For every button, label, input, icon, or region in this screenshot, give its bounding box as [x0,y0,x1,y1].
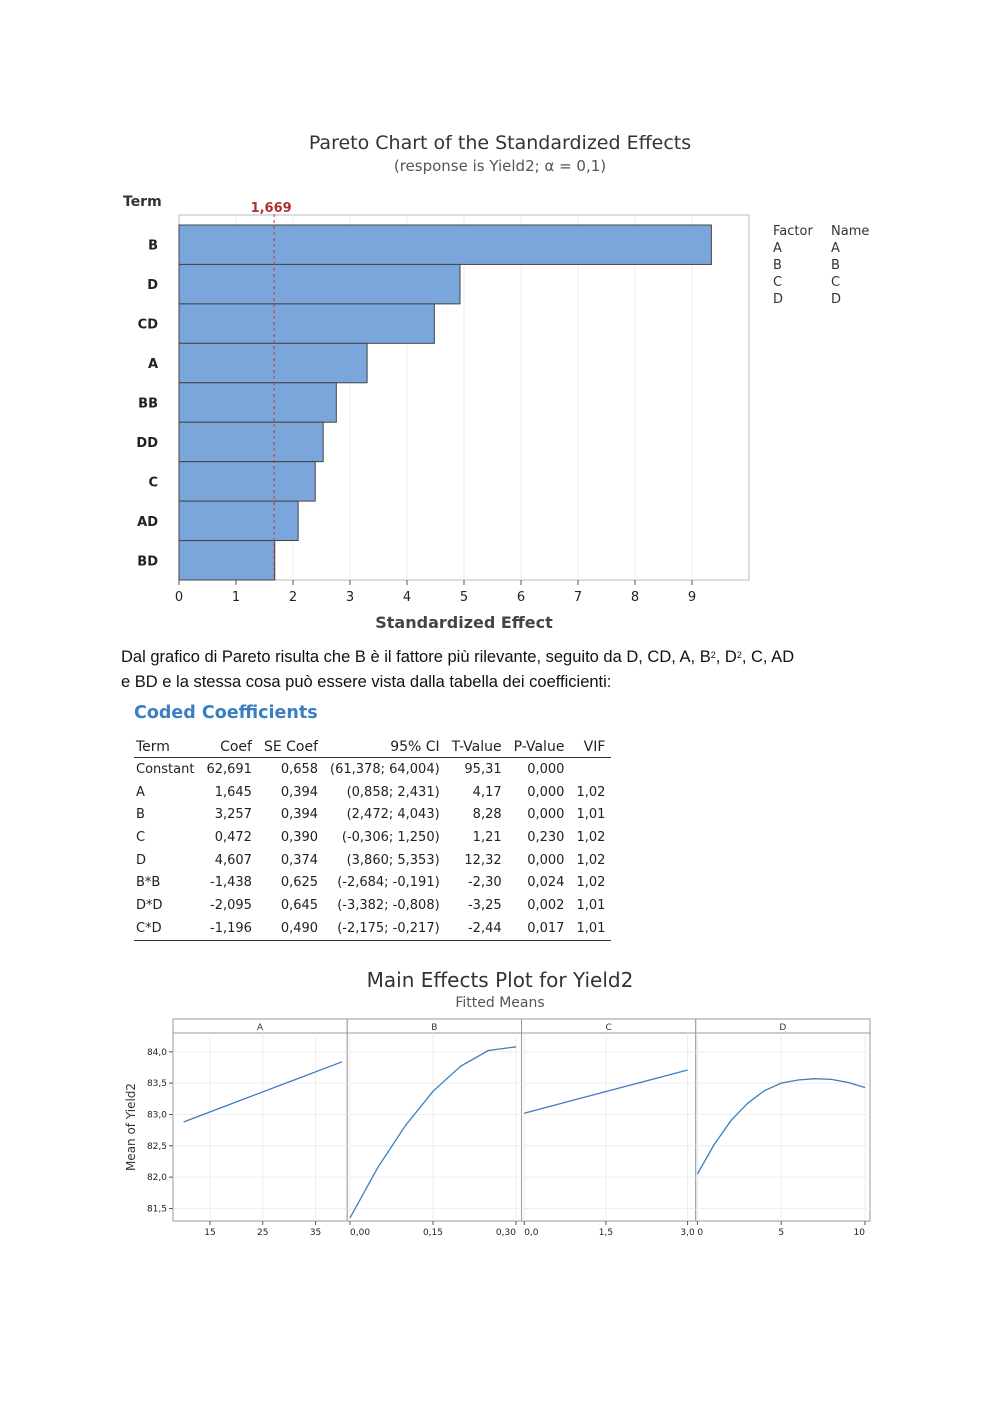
pareto-bar-BB [179,383,336,422]
main-effects-title: Main Effects Plot for Yield2 [366,968,634,992]
pareto-chart [100,185,900,635]
table-cell: D*D [136,897,163,913]
pareto-x-axis-label: Standardized Effect [375,613,553,632]
table-cell: D [136,852,147,868]
table-cell: 1,02 [576,829,606,845]
legend-name: A [831,241,840,256]
table-cell: -2,095 [210,897,252,913]
table-cell: (-0,306; 1,250) [341,829,440,845]
x-tick-label: 1,5 [598,1228,614,1238]
x-tick-label: 35 [309,1228,322,1238]
table-cell: 0,658 [280,761,319,777]
table-cell: (2,472; 4,043) [346,807,440,823]
x-tick-label: 0,30 [495,1228,516,1238]
paragraph-text-2: , D [715,648,737,666]
pareto-x-tick-label: 8 [630,590,640,605]
coefficients-header-row [134,737,611,758]
x-tick-label: 25 [257,1228,269,1238]
table-cell: (0,858; 2,431) [346,784,440,800]
table-cell: 1,02 [576,852,606,868]
table-cell: 0,645 [280,897,319,913]
x-tick-label: 0,00 [350,1228,371,1238]
column-header: T-Value [446,737,508,758]
legend-factor: A [773,241,782,256]
paragraph-sup-1: 2 [710,650,716,660]
table-cell: 0,394 [280,784,319,800]
table-cell: 95,31 [464,761,502,777]
pareto-bar-B [179,225,711,264]
y-tick-label: 83,5 [146,1079,167,1090]
table-cell: A [136,784,145,800]
main-effects-y-axis-label: Mean of Yield2 [124,1082,138,1172]
pareto-bar-C [179,462,315,501]
table-cell: 1,02 [576,875,606,891]
pareto-bar-DD [179,422,323,461]
table-cell: (61,378; 64,004) [330,761,440,777]
table-cell: 1,21 [472,829,502,845]
pareto-x-tick-label: 6 [516,590,526,605]
table-row [134,803,611,826]
table-cell: 0,000 [527,761,565,777]
panel-area [522,1033,696,1221]
paragraph-text-1: Dal grafico di Pareto risulta che B è il fattore più rilevante, seguito da D, CD, A, B [121,648,711,666]
table-cell [570,758,611,781]
table-cell: 0,490 [258,917,324,940]
column-header: Term [134,737,200,758]
pareto-x-tick-label: 9 [687,590,697,605]
column-header: Coef [200,737,258,758]
table-cell: -2,30 [467,875,502,891]
pareto-x-tick-label: 3 [345,590,355,605]
table-cell: 8,28 [472,807,502,823]
pareto-x-tick-label: 7 [573,590,583,605]
x-tick-label: 15 [204,1228,216,1238]
table-cell: (-3,382; -0,808) [337,897,440,913]
table-cell: (-2,684; -0,191) [337,875,440,891]
legend-factor: B [773,258,782,273]
main-effects-subtitle: Fitted Means [455,995,545,1011]
pareto-term-label: B [148,238,158,254]
table-cell: 0,230 [527,829,565,845]
table-cell: 1,645 [214,784,252,800]
pareto-term-label: D [147,278,158,294]
x-tick-label: 3,0 [680,1228,695,1238]
table-cell: 0,017 [508,917,571,940]
panel-header-label: B [431,1023,438,1033]
legend-name: D [831,292,842,307]
panel-header-label: C [605,1023,612,1033]
x-tick-label: 10 [853,1228,865,1238]
paragraph-sup-2: 2 [736,650,742,660]
pareto-x-tick-label: 1 [231,590,241,605]
pareto-reference-label: 1,669 [250,201,292,216]
table-cell: 0,000 [527,852,565,868]
paragraph-text-3: , C, AD [741,648,795,666]
legend-factor: D [773,292,784,307]
y-tick-label: 83,0 [146,1110,167,1121]
table-cell: 1,01 [576,897,606,913]
pareto-bar-D [179,264,460,303]
table-cell: 0,000 [527,807,565,823]
table-cell: B [136,807,145,823]
table-cell: 1,01 [570,917,611,940]
pareto-chart-title: Pareto Chart of the Standardized Effects [308,132,692,154]
legend-name-header: Name [831,224,870,239]
table-cell: Constant [136,761,195,777]
pareto-x-tick-label: 5 [459,590,469,605]
x-tick-label: 0 [697,1228,704,1238]
panel-header-label: D [779,1023,787,1033]
table-cell: (3,860; 5,353) [346,852,440,868]
table-row [134,826,611,849]
table-cell: 0,390 [280,829,319,845]
table-cell: 4,17 [472,784,502,800]
pareto-x-tick-label: 4 [402,590,412,605]
table-cell: 0,000 [527,784,565,800]
table-cell: 3,257 [214,807,252,823]
x-tick-label: 0,15 [422,1228,444,1238]
table-cell: 1,01 [576,807,606,823]
pareto-y-axis-label: Term [123,194,162,210]
table-cell: 62,691 [206,761,252,777]
coefficients-heading: Coded Coefficients [134,703,318,723]
legend-name: B [831,258,840,273]
table-cell: C*D [134,917,200,940]
pareto-x-tick-label: 2 [288,590,298,605]
table-cell: -2,44 [446,917,508,940]
table-row [134,871,611,894]
table-cell: -1,438 [210,875,252,891]
table-cell: 0,002 [527,897,565,913]
panel-area [347,1033,521,1221]
panel-header-label: A [257,1023,264,1033]
coefficients-body [134,758,611,941]
y-tick-label: 82,5 [146,1141,167,1152]
panel-area [696,1033,870,1221]
y-tick-label: 81,5 [146,1204,167,1215]
column-header: P-Value [508,737,571,758]
paragraph-line-1 [121,645,901,670]
coefficients-table [134,737,611,941]
legend-factor: C [773,275,783,290]
pareto-term-label: A [147,357,158,373]
table-row [134,849,611,872]
main-effects-plot [118,1010,888,1245]
table-cell: -1,196 [200,917,258,940]
pareto-term-label: BB [138,396,158,412]
legend-name: C [831,275,841,290]
pareto-term-label: CD [137,317,158,333]
pareto-term-label: DD [136,435,158,451]
table-cell: -3,25 [467,897,502,913]
column-header: VIF [570,737,611,758]
column-header: SE Coef [258,737,324,758]
table-cell: (-2,175; -0,217) [324,917,446,940]
x-tick-label: 5 [778,1228,785,1238]
pareto-term-label: AD [137,514,158,530]
column-header: 95% CI [324,737,446,758]
pareto-term-label: BD [137,554,158,570]
table-cell: 0,625 [280,875,319,891]
paragraph-line-2: e BD e la stessa cosa può essere vista dalla tabella dei coefficienti: [121,673,612,691]
pareto-bar-BD [179,541,275,580]
table-row [134,917,611,940]
pareto-bar-AD [179,501,298,540]
table-cell: 0,394 [280,807,319,823]
pareto-bar-CD [179,304,434,343]
table-row [134,781,611,804]
table-cell: 1,02 [576,784,606,800]
pareto-bar-A [179,343,367,382]
table-cell: 0,024 [527,875,565,891]
y-tick-label: 82,0 [146,1173,167,1184]
pareto-x-tick-label: 0 [174,590,184,605]
pareto-term-label: C [148,475,158,491]
x-tick-label: 0,0 [524,1228,539,1238]
table-cell: 12,32 [464,852,502,868]
y-tick-label: 84,0 [146,1047,167,1058]
legend-factor-header: Factor [773,224,813,239]
panel-area [173,1033,347,1221]
pareto-chart-subtitle: (response is Yield2; α = 0,1) [393,157,607,175]
table-cell: 0,374 [280,852,319,868]
table-row [134,894,611,917]
table-cell: 0,472 [214,829,252,845]
table-cell: 4,607 [214,852,252,868]
table-row [134,758,611,781]
table-cell: C [136,829,146,845]
table-cell: B*B [136,875,161,891]
